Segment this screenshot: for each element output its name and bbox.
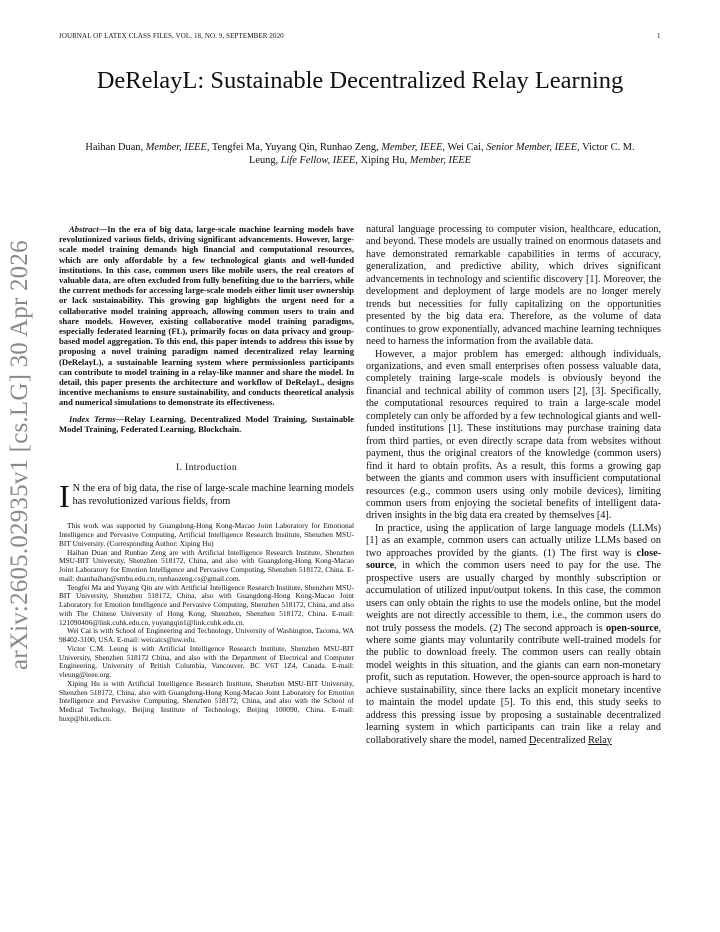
body-paragraph: In practice, using the application of large language models (LLMs) [1] as an example, common users can actually utilize LLMs based on two approaches provided by the giants. (1) The first way is close-source, in which the common users need to pay for the use. The prospective users are usually charged by monthly subscription or accumulation of utilized input/output tokens. In this case, the common users can only obtain the rights to use the models online, but the model weights are not directly accessible to them, i.e., the common users do not truly possess the models. (2) The second approach is open-source, where some giants may voluntarily contribute well-trained models for the public to download freely. The common users can really obtain model weights in this situation, and the giants can earn non-monetary profit, such as reputation. However, the open-source approach is hard to achieve sustainability, since there lacks an explicit monetary incentive to maintain the model update [5]. To this end, this study seeks to address this pressing issue by proposing a sustainable decentralized learning system in which participants can train like a relay and collaboratively share the model, named Decentralized Relay: [366, 522, 661, 746]
intro-paragraph: I N the era of big data, the rise of large-scale machine learning models has revolutionized various fields, from: [59, 478, 354, 515]
abstract-text: —In the era of big data, large-scale machine learning models have revolutionized various fields, driving significant advancements. However, large-scale model training demands high financial and computational resources, which are only affordable by a few technological giants and well-funded institutions. In this case, common users like mobile users, the real creators of valuable data, are often excluded from fully benefiting due to the barriers, while the current methods for accessing large-scale models either limit user ownership or lack sustainability. This growing gap highlights the urgent need for a collaborative model training approach, allowing common users to train and share models. However, existing collaborative model training paradigms, especially federated learning (FL), primarily focus on data privacy and group-based model aggregation. To this end, this paper intends to address this issue by proposing a novel training paradigm named decentralized relay learning (DeRelayL), a sustainable learning system where permissionless participants can contribute to model training in a relay-like manner and share the model. In detail, this paper presents the architecture and workflow of DeRelayL, designs incentive mechanisms to ensure sustainability, and conducts theoretical analysis and numerical simulations to demonstrate its effectiveness.: [59, 224, 354, 408]
footnote: Xiping Hu is with Artificial Intelligence Research Institute, Shenzhen MSU-BIT University, Shenzhen 518172, China, also with Guangdong-Hong Kong-Macao Joint Laboratory for Emotion Intelligence and Pervasive Computing, Shenzhen 518172, China, and also with the School of Medical Technology, Beijing Institute of Technology, Beijing 100090, China. E-mail: huxp@bit.edu.cn.: [59, 678, 354, 723]
footnote: Tengfei Ma and Yuyang Qin are with Artificial Intelligence Research Institute, Shenzhen MSU-BIT University, Shenzhen 518172, China, also with Guangdong-Hong Kong-Macao Joint Laboratory for Emotion Intelligence and Pervasive Computing, Shenzhen 518172, China, and also with The Chinese University of Hong Kong, Shenzhen, Shenzhen 518172, China. E-mail: 121090406@link.cuhk.edu.cn, yuyangqin1@link.cuhk.edu.cn.: [59, 582, 354, 627]
footnote: This work was supported by Guangdong-Hong Kong-Macao Joint Laboratory for Emotional Intelligence and Pervasive Computing, Artificial Intelligence Research Institute, Shenzhen MSU-BIT University. (Corresponding Author: Xiping Hu): [59, 521, 354, 548]
body-paragraph: However, a major problem has emerged: although individuals, organizations, and even small enterprises often possess valuable data, completely training large-scale models is obviously beyond the financial and technical ability of common users [2], [3]. Specifically, the computational resources required to train a large-scale model completely can only be afforded by a few technological giants and well-funded institutions [1]. These institutions may purchase training data from third parties, or even directly scrape data from websites without payment, thus the original creators of the knowledge (common users) find it hard to obtain profits. As a result, this forms a growing gap between the giants and common users with insufficient computational resources (e.g., common users using only mobile devices), limiting common users from enjoying the societal benefits of intelligent data-driven insights in the big data era created by themselves [4].: [366, 348, 661, 522]
footnote: Haihan Duan and Runhao Zeng are with Artificial Intelligence Research Institute, Shenzhen MSU-BIT University, Shenzhen 518172, China, and also with Guangdong-Hong Kong-Macao Joint Laboratory for Emotion Intelligence and Pervasive Computing, Shenzhen 518172, China. E-mail: duanhaihan@smbu.edu.cn, runhaozeng.cs@gmail.com.: [59, 547, 354, 583]
index-terms: Index Terms—Relay Learning, Decentralized Model Training, Sustainable Model Training, Federated Learning, Blockchain.: [59, 413, 354, 434]
footnote: Wei Cai is with School of Engineering and Technology, University of Washington, Tacoma, WA 98402-3100, USA. E-mail: weicaics@uw.edu.: [59, 626, 354, 644]
page-number: 1: [657, 32, 661, 40]
author-list: Haihan Duan, Member, IEEE, Tengfei Ma, Yuyang Qin, Runhao Zeng, Member, IEEE, Wei Cai, Senior Member, IEEE, Victor C. M. Leung, Life Fellow, IEEE, Xiping Hu, Member, IEEE: [85, 142, 635, 166]
footnotes: [59, 522, 354, 723]
paper-title: DeRelayL: Sustainable Decentralized Relay Learning: [96, 67, 624, 94]
arxiv-stamp: arXiv:2605.02935v1 [cs.LG] 30 Apr 2026: [6, 240, 33, 670]
abstract-label: Abstract: [69, 224, 99, 234]
journal-header: JOURNAL OF LATEX CLASS FILES, VOL. 18, NO. 9, SEPTEMBER 2020: [59, 32, 284, 40]
drop-cap: I: [59, 478, 70, 515]
section-heading: I. Introduction: [175, 462, 238, 474]
left-column: [59, 224, 354, 724]
abstract: [59, 224, 354, 408]
right-column: [366, 224, 661, 747]
body-paragraph: natural language processing to computer vision, healthcare, education, and beyond. These models are usually trained on enormous datasets and have demonstrated remarkable capabilities in terms of accuracy, generalization, and predictive ability, which drives significant advancements in technology and scientific discovery [1]. Moreover, the development and deployment of large models are no longer merely trends but necessities for fully capitalizing on the opportunities presented by the big data era. Therefore, as the volume of data continues to grow exponentially, advanced machine learning techniques need to harness the information from the available data.: [366, 224, 661, 348]
footnote: Victor C.M. Leung is with Artificial Intelligence Research Institute, Shenzhen MSU-BIT University, Shenzhen 518172 China, and also with the Department of Electrical and Computer Engineering, University of British Columbia, Vancouver, BC V6T 1Z4, Canada. E-mail: vleung@ieee.org.: [59, 643, 354, 679]
